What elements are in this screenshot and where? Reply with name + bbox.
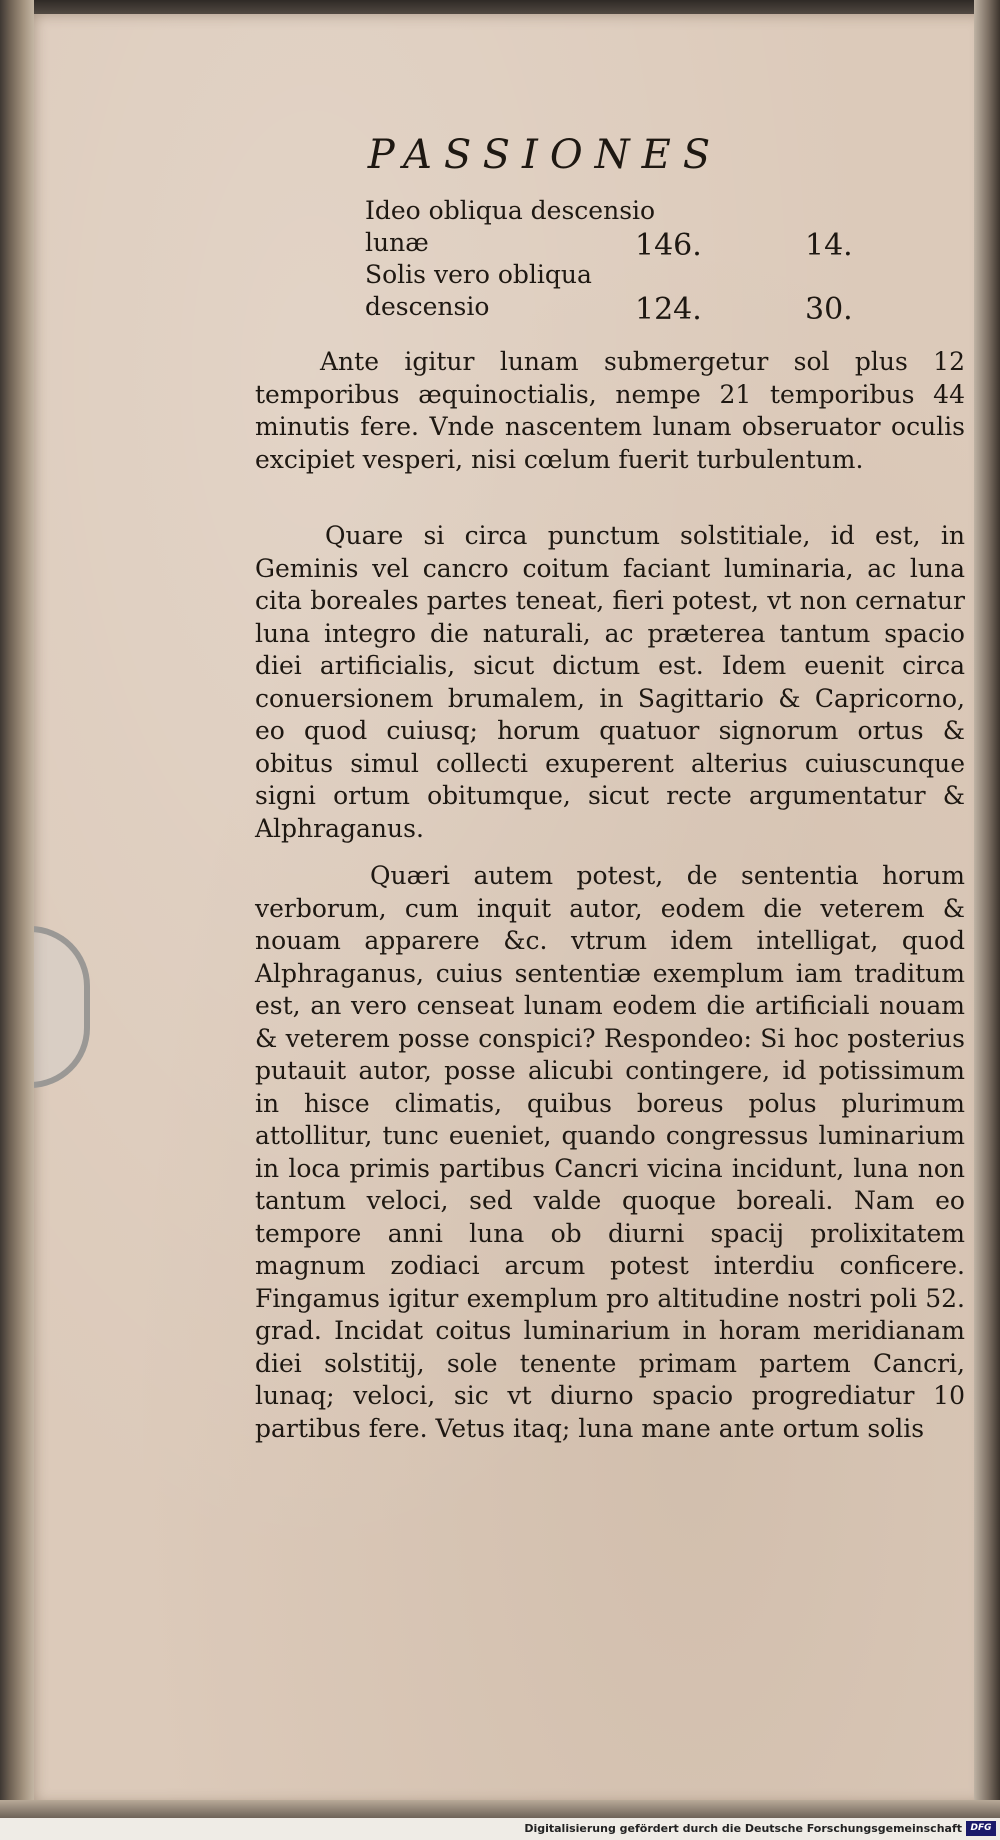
table-value-b: 14. xyxy=(805,228,853,263)
page-edge-bottom xyxy=(0,1800,1000,1818)
table-value-b: 30. xyxy=(805,292,853,327)
paragraph: Ante igitur lunam submergetur sol plus 12 temporibus æquinoctialis, nempe 21 temporibus 44 minutis fere. Vnde nascentem lunam obseruator oculis excipiet vesperi, nisi cœlum fuerit turbulentum. xyxy=(255,347,965,474)
table-row xyxy=(365,292,885,327)
book-binding xyxy=(0,0,34,1818)
paragraph: Quare si circa punctum solstitiale, id est, in Geminis vel cancro coitum faciant luminaria, ac luna cita boreales partes teneat, fieri potest, vt non cernatur luna integro die naturali, ac præterea tantum spacio diei artificialis, sicut dictum est. Idem euenit circa conuersionem brumalem, in Sagittario & Capricorno, eo quod cuiusq; horum quatuor signorum ortus & obitus simul collecti exuperent alterius cuiuscunque signi ortum obitumque, sicut recte argumentatur & Alphraganus. xyxy=(255,521,965,843)
table-label: Ideo obliqua descensio xyxy=(365,196,656,225)
table-row xyxy=(365,260,885,292)
funding-credit: Digitalisierung gefördert durch die Deutsche Forschungsgemeinschaft xyxy=(524,1822,962,1835)
table-value-a: 124. xyxy=(635,292,702,327)
page-edge-right xyxy=(974,0,1000,1818)
digitization-footer xyxy=(0,1818,1000,1840)
table-value-a: 146. xyxy=(635,228,702,263)
paragraph: Quæri autem potest, de sententia horum verborum, cum inquit autor, eodem die veterem & nouam apparere &c. vtrum idem intelligat, quod Alphraganus, cuius sententiæ exemplum iam traditum est, an vero censeat lunam eodem die artificiali nouam & veterem posse conspici? Respondeo: Si hoc posterius putauit autor, posse alicubi contingere, id potissimum in hisce climatis, quibus boreus polus plurimum attollitur, tunc eueniet, quando congressus luminarium in loca primis partibus Cancri vicina incidunt, luna non tantum veloci, sed valde quoque boreali. Nam eo tempore anni luna ob diurni spacij prolixitatem magnum zodiaci arcum potest interdiu conficere. Fingamus igitur exemplum pro altitudine nostri poli 52. grad. Incidat coitus luminarium in horam meridianam diei solstitij, sole tenente primam partem Cancri, lunaq; veloci, sic vt diurno spacio progrediatur 10 partibus fere. Vetus itaq; luna mane ante ortum solis xyxy=(255,861,965,1443)
table-label: lunæ xyxy=(365,228,429,257)
table-label: descensio xyxy=(365,292,490,321)
dfg-logo: DFG xyxy=(966,1821,996,1836)
table-row xyxy=(365,228,885,263)
table-row xyxy=(365,196,885,228)
ascension-table xyxy=(365,196,885,327)
table-label: Solis vero obliqua xyxy=(365,260,592,289)
page-clip xyxy=(28,926,90,1088)
running-header: PASSIONES xyxy=(367,132,723,178)
